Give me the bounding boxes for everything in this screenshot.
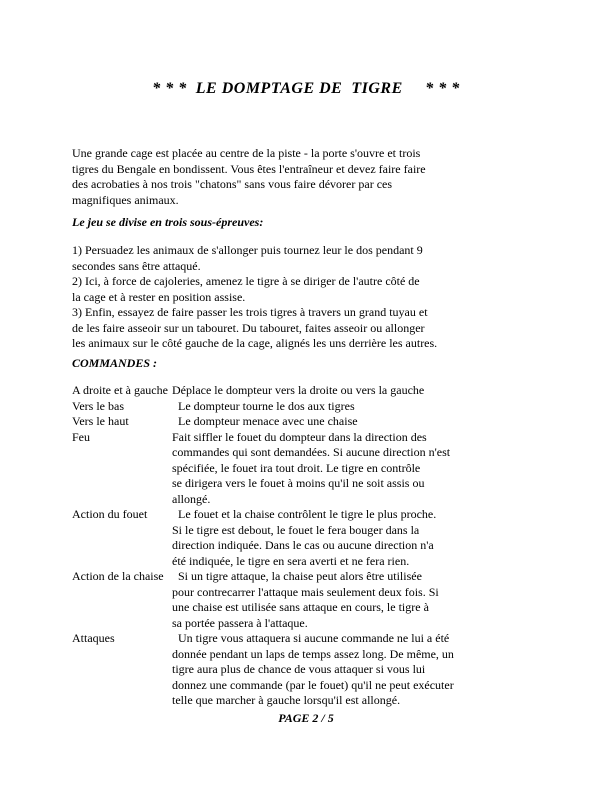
command-row — [72, 569, 472, 631]
command-description-line: Un tigre vous attaquera si aucune commande ne lui a été — [172, 631, 450, 645]
rules-line: 1) Persuadez les animaux de s'allonger puis tournez leur le dos pendant 9 — [72, 243, 423, 257]
command-description-line: Si un tigre attaque, la chaise peut alors être utilisée — [172, 569, 422, 583]
command-row — [72, 430, 472, 508]
command-description-line: Le dompteur menace avec une chaise — [172, 414, 358, 428]
command-row — [72, 414, 472, 430]
command-description-line: commandes qui sont demandées. Si aucune direction n'est — [172, 445, 451, 459]
command-description-line: donnée pendant un laps de temps assez long. De même, un — [172, 646, 454, 661]
command-description-line: sa portée passera à l'attaque. — [172, 615, 308, 630]
command-description-line: tigre aura plus de chance de vous attaquer si vous lui — [172, 662, 426, 676]
command-description-line: une chaise est utilisée sans attaque en cours, le tigre à — [172, 600, 429, 614]
rules-line: 2) Ici, à force de cajoleries, amenez le tigre à se diriger de l'autre côté de — [72, 274, 420, 288]
command-description-line: allongé. — [172, 491, 211, 506]
command-row — [72, 383, 472, 399]
command-key: Feu — [72, 429, 90, 444]
command-description-line: donnez une commande (par le fouet) qu'il ne peut exécuter — [172, 677, 454, 692]
command-key: Vers le haut — [72, 414, 129, 428]
command-description-line: se dirigera vers le fouet à moins qu'il ne soit assis ou — [172, 476, 425, 490]
command-description-line: été indiquée, le tigre en sera averti et ne fera rien. — [172, 553, 410, 568]
rules-line: secondes sans être attaqué. — [72, 258, 201, 273]
command-row — [72, 399, 472, 415]
command-description — [172, 414, 472, 430]
command-key: Action du fouet — [72, 507, 148, 521]
command-description-line: direction indiquée. Dans le cas ou aucune direction n'a — [172, 538, 434, 552]
command-description — [172, 631, 472, 709]
command-row — [72, 631, 472, 709]
command-description-line: Déplace le dompteur vers la droite ou vers la gauche — [172, 383, 425, 397]
command-description-line: spécifiée, le fouet ira tout droit. Le tigre en contrôle — [172, 460, 421, 475]
command-description-line: Le dompteur tourne le dos aux tigres — [172, 398, 355, 413]
rules-line: la cage et à rester en position assise. — [72, 289, 246, 304]
command-description — [172, 383, 472, 399]
command-row — [72, 507, 472, 569]
rules-line: de les faire asseoir sur un tabouret. Du tabouret, faites asseoir ou allonger — [72, 320, 425, 335]
intro-line: magnifiques animaux. — [72, 192, 179, 207]
intro-line: Une grande cage est placée au centre de la piste - la porte s'ouvre et trois — [72, 146, 421, 160]
rules-paragraph — [72, 243, 492, 352]
command-description — [172, 569, 472, 631]
page-number: PAGE 2 / 5 — [278, 711, 334, 725]
command-key: Attaques — [72, 631, 115, 645]
intro-paragraph — [72, 146, 472, 208]
command-key: Vers le bas — [72, 398, 124, 413]
command-description-line: Fait siffler le fouet du dompteur dans la direction des — [172, 429, 427, 444]
command-description-line: pour contrecarrer l'attaque mais seulement deux fois. Si — [172, 584, 439, 599]
commands-list — [72, 383, 472, 709]
command-description-line: Si le tigre est debout, le fouet le fera bouger dans la — [172, 522, 420, 537]
command-description — [172, 507, 472, 569]
command-description-line: Le fouet et la chaise contrôlent le tigre le plus proche. — [172, 507, 437, 521]
command-description — [172, 430, 472, 508]
intro-line: des acrobaties à nos trois "chatons" sans vous faire dévorer par ces — [72, 177, 393, 191]
command-key: A droite et à gauche — [72, 383, 168, 397]
commands-heading: COMMANDES : — [72, 356, 158, 370]
page-title: * * * LE DOMPTAGE DE TIGRE * * * — [152, 80, 460, 97]
command-key: Action de la chaise — [72, 569, 164, 583]
game-sections-heading: Le jeu se divise en trois sous-épreuves: — [72, 215, 264, 229]
rules-line: les animaux sur le côté gauche de la cage, alignés les uns derrière les autres. — [72, 336, 438, 350]
command-description-line: telle que marcher à gauche lorsqu'il est allongé. — [172, 693, 401, 707]
intro-line: tigres du Bengale en bondissent. Vous êtes l'entraîneur et devez faire faire — [72, 161, 426, 176]
command-description — [172, 399, 472, 415]
rules-line: 3) Enfin, essayez de faire passer les trois tigres à travers un grand tuyau et — [72, 305, 428, 319]
